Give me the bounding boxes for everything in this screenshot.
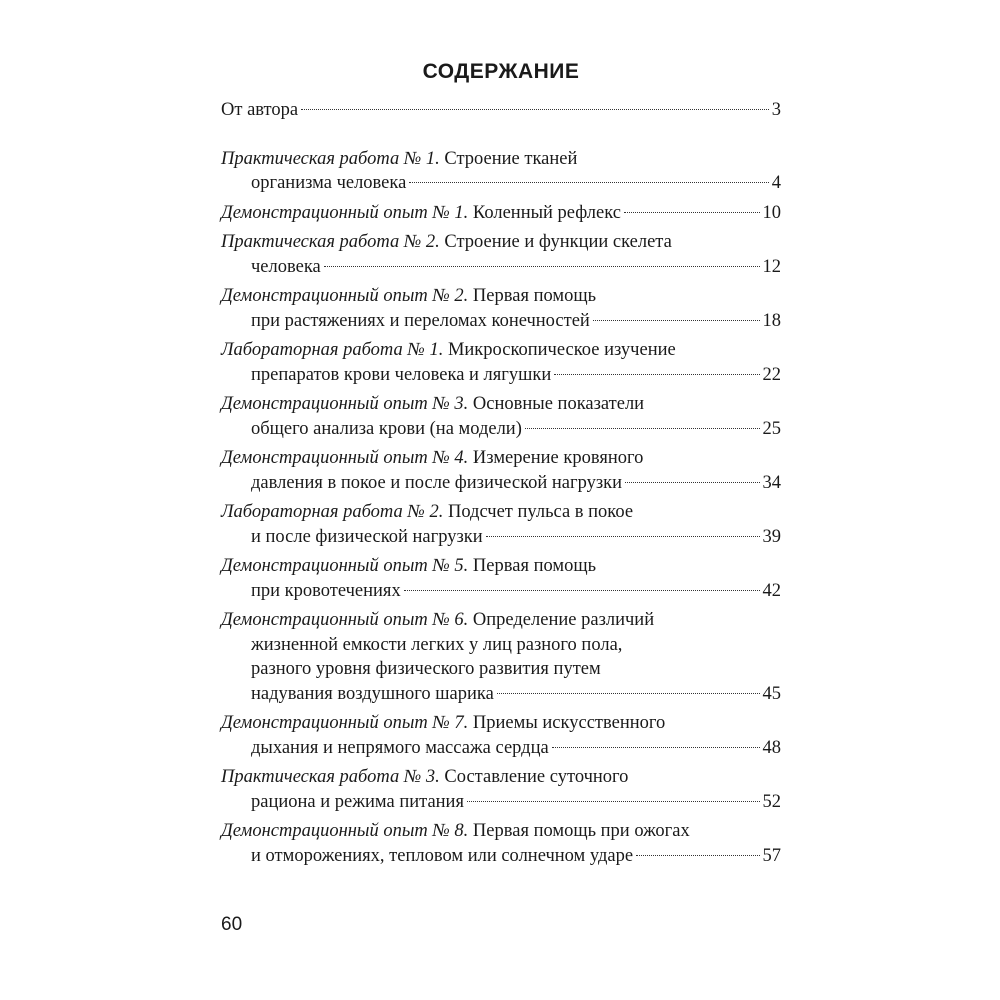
toc-entry [221,98,781,123]
toc-entry [221,201,781,226]
toc-entry-title: Строение и функции скелета [439,232,672,252]
toc-entry [221,392,781,441]
dot-leader [409,182,768,183]
toc-entry-line [221,392,781,417]
toc-entry-title: рациона и режима питания [251,791,464,812]
toc-entry-last-line [221,471,781,496]
toc-entry-last-line [221,790,781,815]
toc-entry-title: Первая помощь при ожогах [468,821,690,841]
toc-entry-page: 57 [762,845,781,866]
toc-entry-label: Демонстрационный опыт № 6. [221,610,469,630]
toc-entry [221,284,781,333]
toc-entry-page: 10 [762,202,781,223]
toc-entry-line [221,284,781,309]
dot-leader [624,212,760,213]
toc-page [221,58,781,873]
toc-entry-last-line [221,844,781,869]
toc-entry [221,608,781,706]
toc-entry-last-line [221,201,781,226]
toc-entry-label: Практическая работа № 2. [221,232,440,252]
dot-leader [525,428,760,429]
toc-entry-page: 22 [762,364,781,385]
toc-entry-last-line [221,579,781,604]
toc-entry-text [251,682,494,707]
toc-entry [221,711,781,760]
toc-entry-text [251,255,321,280]
toc-entry-title: Составление суточного [439,767,629,787]
toc-entry-line [221,633,781,658]
toc-entry-text [251,659,601,679]
toc-entry-text [221,232,672,252]
toc-entry-title: надувания воздушного шарика [251,683,494,704]
toc-entry-text [221,502,633,522]
toc-entry-title: и после физической нагрузки [251,526,483,547]
toc-entry-text [221,713,665,733]
dot-leader [593,320,760,321]
toc-entry [221,554,781,603]
toc-entry-page: 4 [771,173,781,193]
toc-entry-title: человека [251,256,321,277]
toc-entry-text [221,149,577,169]
toc-entry-text [251,417,522,442]
toc-entry-label: Демонстрационный опыт № 4. [221,448,469,468]
toc-entry-text [221,394,644,414]
dot-leader [486,536,760,537]
toc-entry-text [251,790,464,815]
toc-entry-title: дыхания и непрямого массажа сердца [251,737,549,758]
toc-entry-text [221,767,628,787]
toc-entry-text [221,340,676,360]
toc-entry-last-line [221,171,781,196]
toc-entry-last-line [221,363,781,388]
toc-entry-label: Лабораторная работа № 1. [221,340,444,360]
dot-leader [497,693,760,694]
toc-entry-line [221,500,781,525]
toc-entry-title: организма человека [251,173,407,193]
toc-entry-last-line [221,255,781,280]
toc-entry-line [221,608,781,633]
toc-entry-label: Практическая работа № 3. [221,767,440,787]
toc-entry [221,446,781,495]
toc-entry [221,765,781,814]
dot-leader [404,590,760,591]
toc-entry-last-line [221,736,781,761]
toc-entry-title: при растяжениях и переломах конечностей [251,310,590,331]
toc-entry-title: давления в покое и после физической нагрузки [251,472,623,493]
dot-leader [324,266,760,267]
toc-entry-page: 25 [762,418,781,439]
toc-entry-title: при кровотечениях [251,580,401,601]
toc-entry-title: общего анализа крови (на модели) [251,418,522,439]
dot-leader [636,855,759,856]
toc-entry-label: Демонстрационный опыт № 5. [221,556,469,576]
toc-entry-title: разного уровня физического развития путем [251,659,601,679]
toc-entry-page: 52 [762,791,781,812]
page-title: СОДЕРЖАНИЕ [422,60,580,83]
toc-entry-last-line [221,98,781,123]
toc-entry-label: Демонстрационный опыт № 1. [221,202,469,223]
dot-leader [552,747,760,748]
toc-entry-last-line [221,309,781,334]
toc-entry-text [251,579,401,604]
toc-entry-text [221,448,643,468]
toc-entry-title: Основные показатели [468,394,645,414]
toc-entry-text [251,309,590,334]
toc-entry-title: От автора [221,100,299,120]
toc-entry-label: Демонстрационный опыт № 3. [221,394,469,414]
toc-entry-title: Первая помощь [468,286,597,306]
toc-entry-text [221,610,654,630]
toc-entry-line [221,711,781,736]
page-number: 60 [221,914,243,935]
toc-entry-text [251,635,622,655]
toc-entry-page: 34 [762,472,781,493]
toc-entry-line [221,554,781,579]
toc-entry-line [221,230,781,255]
toc-entry-title: и отморожениях, тепловом или солнечном ударе [251,845,634,866]
toc-entry-page: 45 [762,683,781,704]
toc-entry-title: Приемы искусственного [468,713,666,733]
toc-entry-text [221,201,621,226]
toc-entry-title: Измерение кровяного [468,448,644,468]
toc-entry-page: 42 [762,580,781,601]
toc-entry [221,230,781,279]
toc-entry-line [221,657,781,682]
toc-entry-last-line [221,682,781,707]
toc-entry-last-line [221,525,781,550]
toc-entry-label: Лабораторная работа № 2. [221,502,444,522]
toc-list [221,98,781,868]
toc-entry-title: Подсчет пульса в покое [443,502,634,522]
dot-leader [554,374,759,375]
toc-entry-text [251,525,483,550]
toc-entry-text [251,171,406,196]
toc-entry-text [251,363,551,388]
toc-entry-title: препаратов крови человека и лягушки [251,364,552,385]
toc-entry-label: Практическая работа № 1. [221,148,440,169]
toc-entry [221,147,781,196]
dot-leader [625,482,759,483]
dot-leader [467,801,760,802]
toc-entry-page: 39 [762,526,781,547]
toc-entry-text [221,98,298,123]
toc-entry [221,819,781,868]
toc-entry-page: 18 [762,310,781,331]
toc-entry-text [221,556,596,576]
toc-entry-text [221,286,596,306]
toc-entry-line [221,765,781,790]
toc-entry-line [221,446,781,471]
toc-entry-last-line [221,417,781,442]
toc-entry-label: Демонстрационный опыт № 2. [221,286,469,306]
toc-entry-label: Демонстрационный опыт № 7. [221,713,469,733]
toc-entry-title: Определение различий [468,610,655,630]
toc-entry-title: Коленный рефлекс [468,202,621,223]
toc-entry [221,338,781,387]
toc-entry-label: Демонстрационный опыт № 8. [221,821,469,841]
toc-entry-text [251,471,622,496]
toc-entry-page: 3 [771,100,781,120]
toc-entry-title: Первая помощь [468,556,597,576]
toc-entry-text [251,844,633,869]
toc-entry-text [251,736,549,761]
toc-entry-line [221,147,781,172]
toc-entry-line [221,819,781,844]
toc-entry-text [221,821,690,841]
toc-entry-line [221,338,781,363]
dot-leader [301,109,769,110]
toc-entry-title: Микроскопическое изучение [443,340,676,360]
toc-entry-page: 12 [762,256,781,277]
toc-entry-page: 48 [762,737,781,758]
toc-entry-title: Строение тканей [439,148,578,169]
toc-entry [221,500,781,549]
toc-entry-title: жизненной емкости легких у лиц разного пола, [251,634,623,655]
